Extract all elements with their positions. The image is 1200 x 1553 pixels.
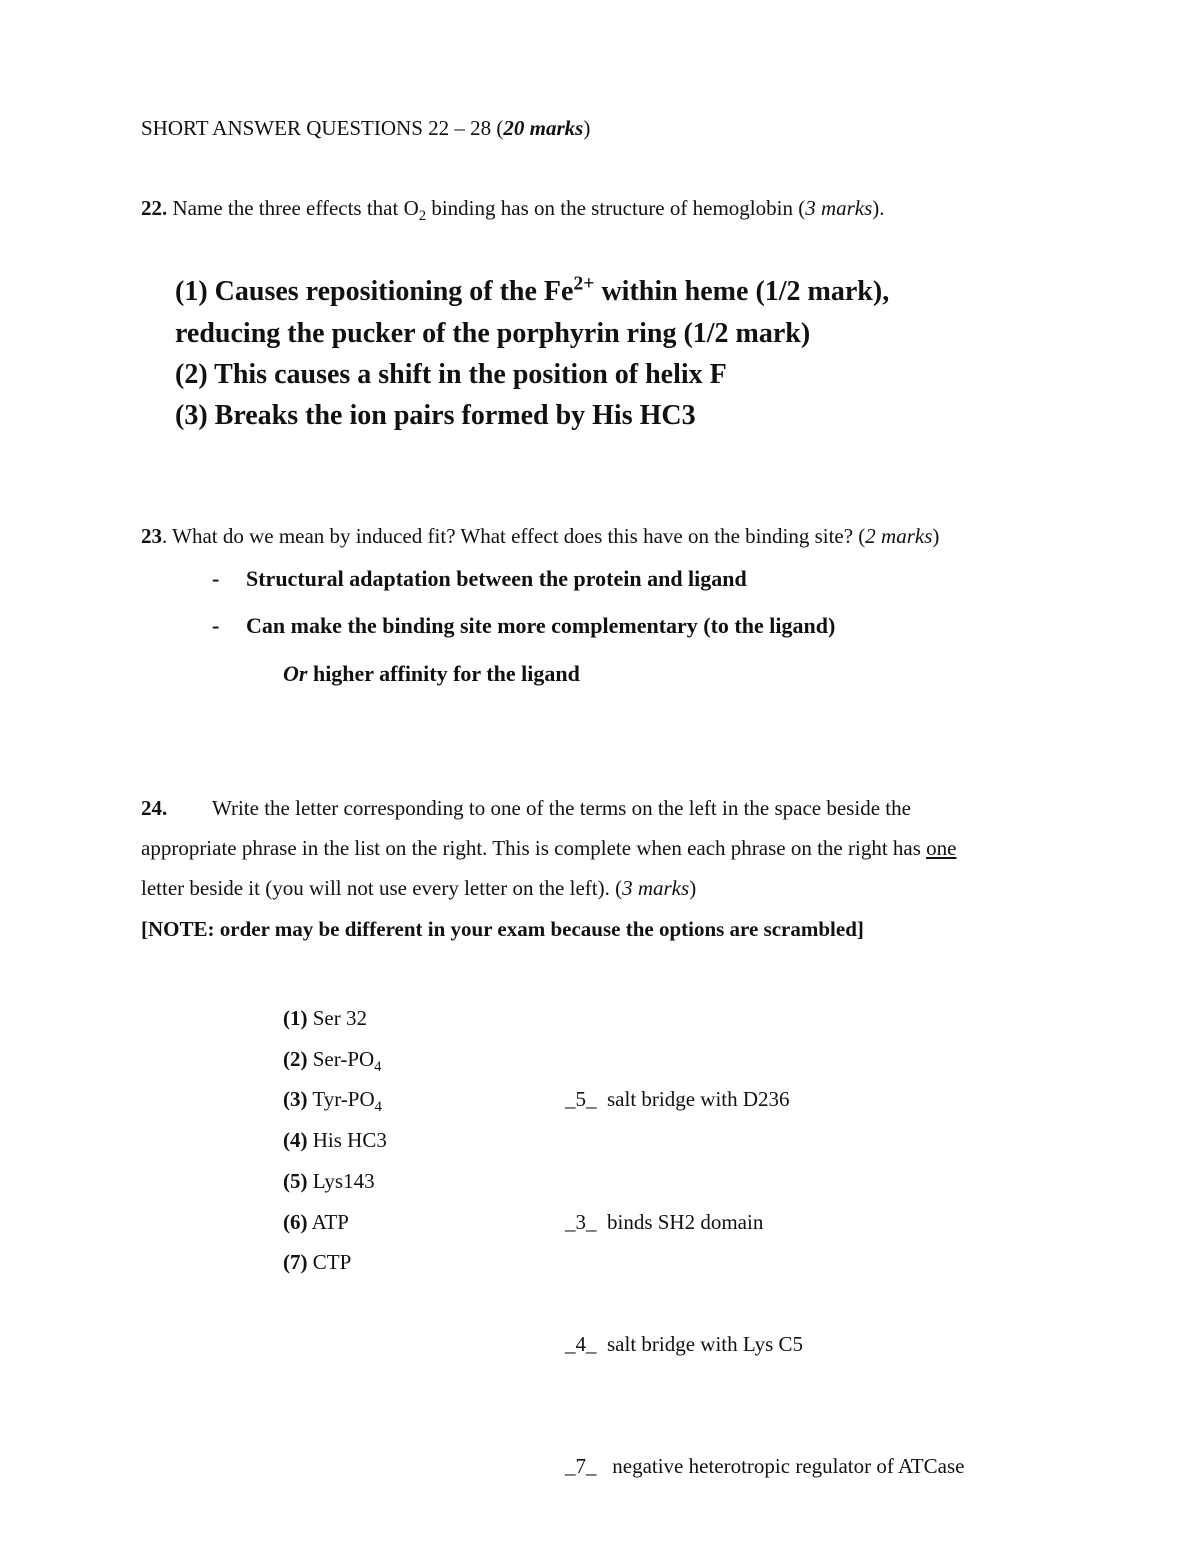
question-23 [141,524,939,549]
question-text: . What do we mean by induced fit? What effect does this have on the binding site? ( [162,524,866,548]
question-text: binding has on the structure of hemoglobin ( [426,196,806,220]
list-item [283,1120,387,1161]
bullet-dash: - [212,613,220,638]
term-label: Ser 32 [307,1006,367,1030]
question-number: 22. [141,196,168,220]
term-number: (5) [283,1168,308,1193]
answer-text: (1) Causes repositioning of the Fe [175,276,574,307]
underlined-word: one [926,836,957,860]
question-text: ) [932,524,940,548]
question-number: 24. [141,796,168,820]
term-label: Ser-PO [307,1046,375,1071]
question-number: 23 [141,524,162,548]
answer-text: Structural adaptation between the protein and ligand [246,566,747,591]
list-item [283,998,387,1039]
question-24-line-1 [141,796,911,821]
subscript: 4 [374,1099,382,1116]
term-label: Tyr-PO [307,1087,375,1112]
phrase-text: negative heterotropic regulator of ATCase [596,1453,965,1478]
answer-22-line-4: (3) Breaks the ion pairs formed by His HC3 [175,400,696,431]
list-item [565,1202,964,1243]
phrase-text: binds SH2 domain [596,1209,764,1234]
question-marks: 3 marks [805,196,873,220]
superscript: 2+ [573,273,595,295]
question-text: letter beside it (you will not use every letter on the left). ( [141,876,623,900]
answer-or: Or [283,661,308,686]
subscript: 4 [374,1058,382,1075]
header-marks: 20 marks [503,116,584,140]
list-item [283,1039,387,1080]
answer-blank: _4_ [565,1331,597,1356]
phrase-text: salt bridge with Lys C5 [596,1331,803,1356]
answer-22-line-1 [175,273,890,308]
term-label: His HC3 [307,1128,387,1153]
right-phrases-list [565,998,964,1527]
question-24-note: [NOTE: order may be different in your exam because the options are scrambled] [141,917,864,941]
list-item [565,1446,964,1487]
answer-text: higher affinity for the ligand [307,661,580,686]
question-24-line-3 [141,876,696,901]
header-suffix: ) [583,116,591,140]
question-text: Write the letter corresponding to one of the terms on the left in the space beside the [212,796,911,820]
term-label: Lys143 [307,1168,375,1193]
answer-blank: _7_ [565,1453,597,1478]
question-text: Name the three effects that O [167,196,419,220]
question-22 [141,196,885,225]
answer-23-line-3 [283,661,580,687]
answer-blank: _3_ [565,1209,597,1234]
section-header [141,116,590,141]
subscript: 2 [418,208,427,225]
list-item [565,1079,964,1120]
term-number: (4) [283,1128,308,1153]
term-number: (1) [283,1006,308,1030]
term-label: ATP [307,1209,349,1234]
answer-blank: _5_ [565,1087,597,1112]
answer-text: Can make the binding site more complementary (to the ligand) [246,613,836,638]
answer-22-line-3: (2) This causes a shift in the position of helix F [175,359,727,390]
left-terms-list [283,998,387,1283]
list-item [283,1242,387,1283]
answer-22-line-2: reducing the pucker of the porphyrin ring (1/2 mark) [175,318,811,349]
list-item [283,1202,387,1243]
question-24-line-2 [141,836,956,861]
term-number: (6) [283,1209,308,1234]
answer-23-bullet-1 [212,566,747,592]
answer-text: within heme (1/2 mark), [594,276,890,307]
term-label: CTP [307,1250,352,1275]
list-item [283,1161,387,1202]
term-number: (2) [283,1046,308,1071]
question-text: ). [872,196,885,220]
list-item [283,1079,387,1120]
term-number: (7) [283,1250,308,1275]
question-marks: 3 marks [622,876,690,900]
question-marks: 2 marks [865,524,933,548]
phrase-text: salt bridge with D236 [596,1087,790,1112]
header-prefix: SHORT ANSWER QUESTIONS 22 – 28 ( [141,116,504,140]
bullet-dash: - [212,566,220,591]
question-text: appropriate phrase in the list on the right. This is complete when each phrase on the right has [141,836,927,860]
term-number: (3) [283,1087,308,1112]
answer-23-bullet-2 [212,613,835,639]
list-item [565,1324,964,1365]
question-text: ) [689,876,697,900]
